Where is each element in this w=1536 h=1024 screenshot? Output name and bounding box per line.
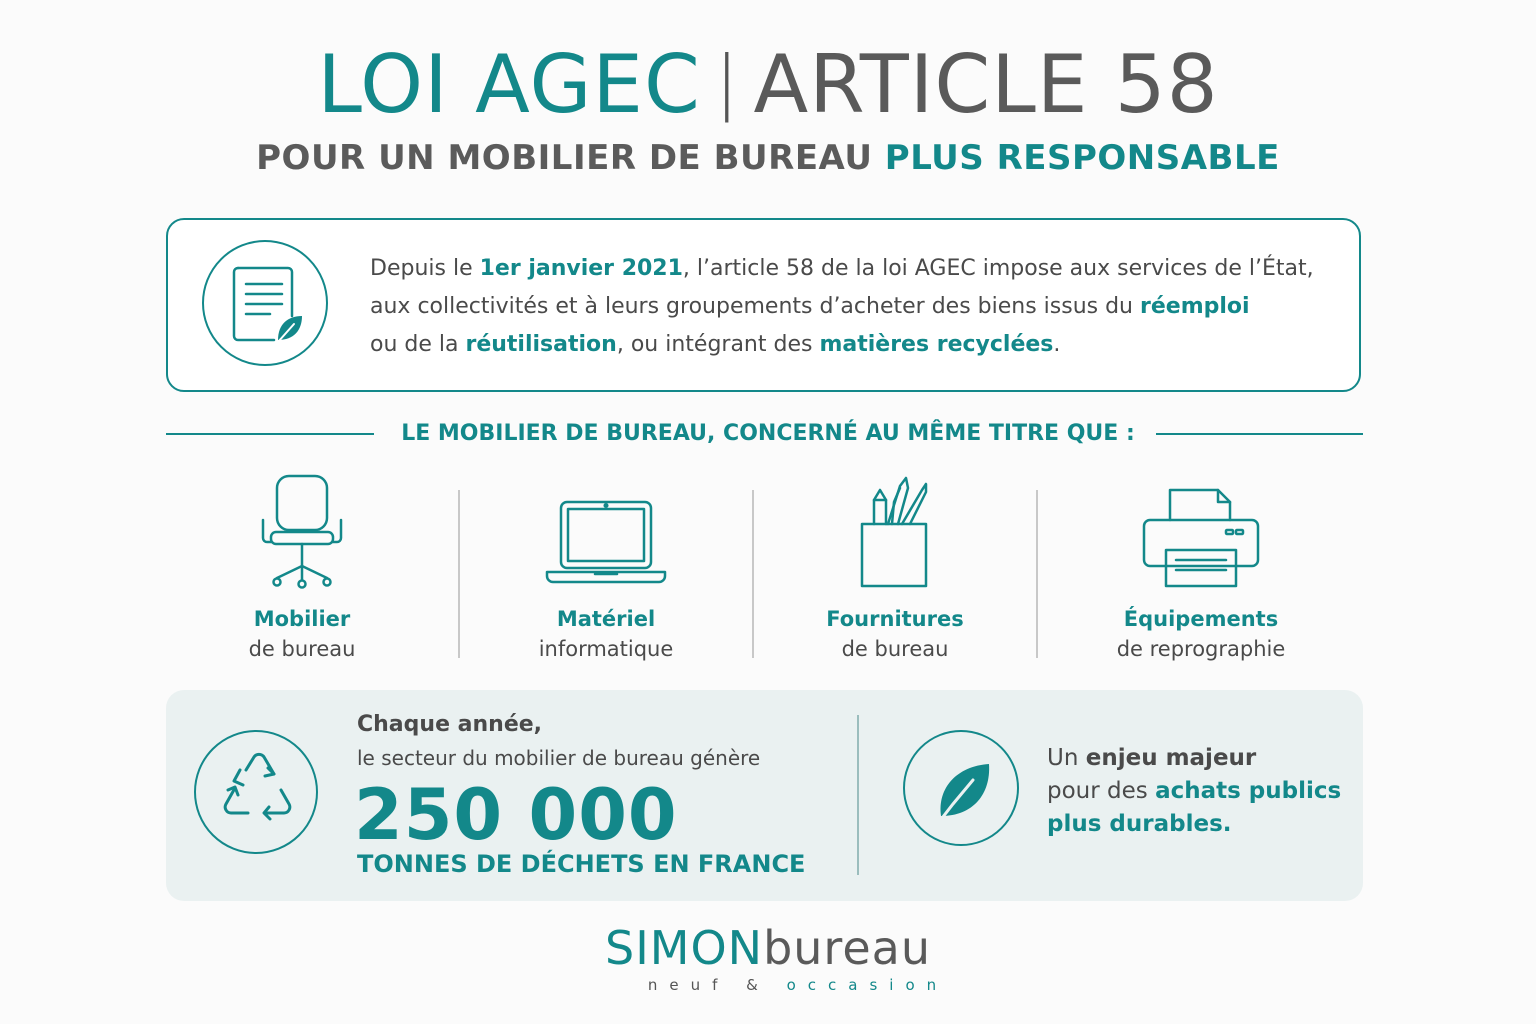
stat-intro: Chaque année, <box>357 712 543 737</box>
category-materiel <box>506 470 706 670</box>
stat-description: le secteur du mobilier de bureau génère <box>357 746 761 770</box>
logo-tagline: neuf & occasion <box>647 976 949 994</box>
category-label-1: Matériel <box>556 607 656 631</box>
category-divider <box>752 490 754 658</box>
pencil-cup-icon <box>840 470 950 590</box>
laptop-icon <box>541 470 671 590</box>
leaf-icon <box>903 730 1019 846</box>
intro-line-1: Depuis le 1er janvier 2021, l’article 58 de la loi AGEC impose aux services de l’État, <box>370 256 1314 281</box>
brand-logo <box>0 920 1536 994</box>
enjeu-line-1: Un enjeu majeur <box>1047 745 1257 771</box>
category-fournitures <box>795 470 995 670</box>
subtitle-part1: POUR UN MOBILIER DE BUREAU <box>256 138 873 178</box>
category-label-2: de bureau <box>248 637 356 661</box>
category-label-2: informatique <box>538 637 674 661</box>
enjeu-line-3: plus durables. <box>1047 811 1232 837</box>
category-label-2: de reprographie <box>1116 637 1286 661</box>
category-equipements <box>1101 470 1301 670</box>
office-chair-icon <box>247 470 357 590</box>
intro-text <box>370 250 1330 364</box>
subtitle-part2: PLUS RESPONSABLE <box>884 138 1280 178</box>
intro-line-3: ou de la réutilisation, ou intégrant des matières recyclées. <box>370 332 1061 357</box>
panel-divider <box>857 715 859 875</box>
page-title <box>0 30 1536 143</box>
enjeu-line-2: pour des achats publics <box>1047 778 1342 804</box>
document-leaf-icon <box>202 240 328 366</box>
intro-box <box>166 218 1361 392</box>
stat-unit: TONNES DE DÉCHETS EN FRANCE <box>357 850 806 878</box>
intro-line-2: aux collectivités et à leurs groupements d’acheter des biens issus du réemploi <box>370 294 1250 319</box>
title-part2: ARTICLE 58 <box>753 38 1219 131</box>
printer-icon <box>1136 470 1266 590</box>
category-mobilier <box>202 470 402 670</box>
category-label-1: Mobilier <box>253 607 351 631</box>
category-label-2: de bureau <box>841 637 949 661</box>
page-subtitle <box>0 135 1536 181</box>
title-part1: LOI AGEC <box>317 38 701 131</box>
title-separator: | <box>714 41 740 123</box>
category-label-1: Équipements <box>1123 607 1279 631</box>
enjeu-text <box>1047 742 1341 841</box>
section-title: LE MOBILIER DE BUREAU, CONCERNÉ AU MÊME TITRE QUE : <box>401 421 1135 446</box>
recycle-icon <box>194 730 318 854</box>
stat-number: 250 000 <box>354 774 678 856</box>
category-divider <box>1036 490 1038 658</box>
logo-wordmark: SIMONbureau <box>605 921 931 975</box>
category-divider <box>458 490 460 658</box>
category-label-1: Fournitures <box>826 607 964 631</box>
